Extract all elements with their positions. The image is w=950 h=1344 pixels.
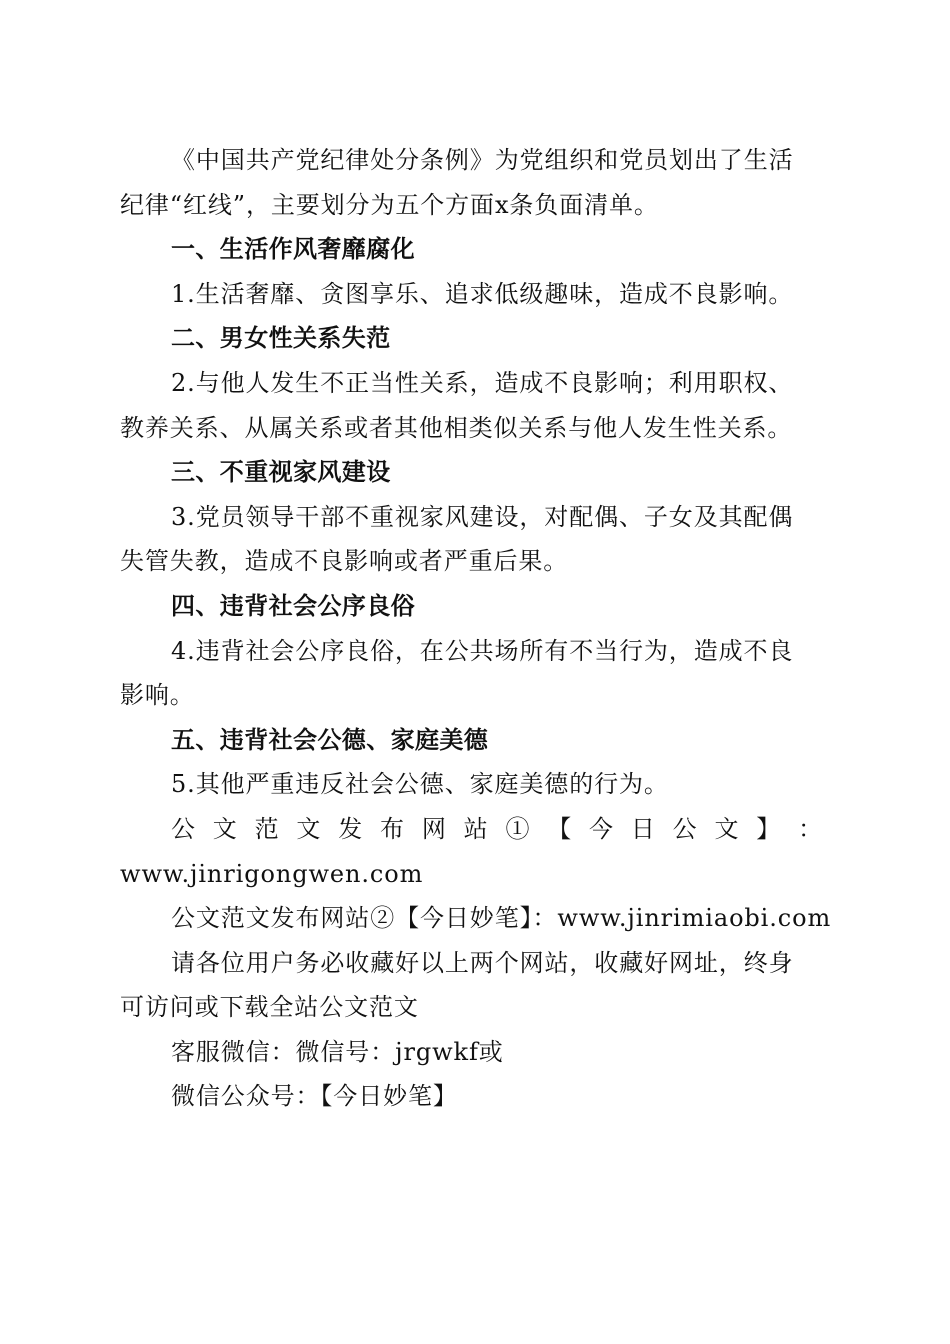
footer-notice-line-2: 可访问或下载全站公文范文 — [120, 993, 419, 1022]
footer-site-1-url[interactable]: www.jinrigongwen.com — [120, 859, 424, 888]
section-3-item-line-2: 失管失教，造成不良影响或者严重后果。 — [120, 547, 569, 576]
section-3-item-line-1: 3.党员领导干部不重视家风建设，对配偶、子女及其配偶 — [171, 502, 794, 531]
section-2-item-line-1: 2.与他人发生不正当性关系，造成不良影响；利用职权、 — [171, 368, 794, 397]
section-4-item-line-2: 影响。 — [120, 681, 195, 710]
section-1-heading: 一、生活作风奢靡腐化 — [171, 235, 415, 264]
section-3-heading: 三、不重视家风建设 — [171, 458, 391, 487]
section-5-heading: 五、违背社会公德、家庭美德 — [171, 725, 489, 754]
section-4-item-line-1: 4.违背社会公序良俗，在公共场所有不当行为，造成不良 — [171, 636, 794, 665]
intro-line-2: 纪律“红线”，主要划分为五个方面x条负面清单。 — [120, 190, 659, 219]
section-2-item-line-2: 教养关系、从属关系或者其他相类似关系与他人发生性关系。 — [120, 413, 793, 442]
footer-wechat-account: 微信公众号：【今日妙笔】 — [171, 1082, 458, 1111]
document-page — [120, 138, 832, 1119]
section-2-heading: 二、男女性关系失范 — [171, 324, 391, 353]
footer-site-2[interactable]: 公文范文发布网站②【今日妙笔】：www.jinrimiaobi.com — [171, 904, 832, 933]
footer-notice-line-1: 请各位用户务必收藏好以上两个网站，收藏好网址，终身 — [171, 948, 794, 977]
footer-customer-service: 客服微信：微信号：jrgwkf或 — [171, 1037, 504, 1066]
section-5-item-1: 5.其他严重违反社会公德、家庭美德的行为。 — [171, 770, 669, 799]
intro-line-1: 《中国共产党纪律处分条例》为党组织和党员划出了生活 — [171, 146, 794, 174]
section-4-heading: 四、违背社会公序良俗 — [171, 591, 415, 620]
footer-site-1-label: 公 文 范 文 发 布 网 站 ① 【 今 日 公 文 】 ： — [171, 814, 823, 843]
section-1-item-1: 1.生活奢靡、贪图享乐、追求低级趣味，造成不良影响。 — [171, 279, 794, 308]
